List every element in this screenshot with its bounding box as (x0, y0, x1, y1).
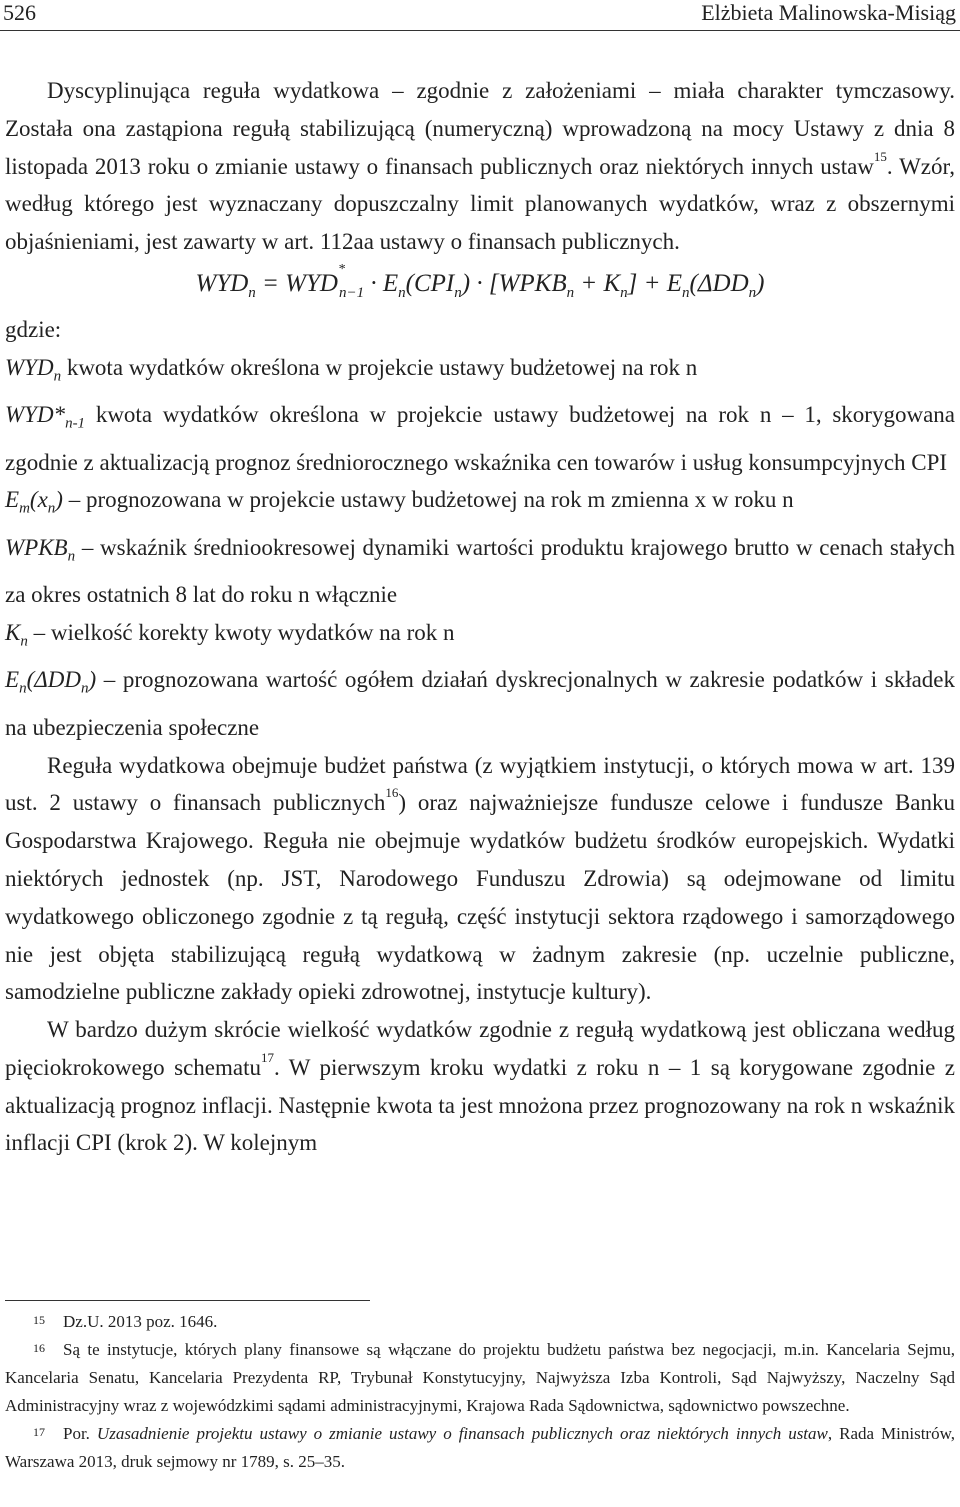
header-rule (0, 30, 960, 31)
paragraph-3 (5, 1011, 955, 1162)
definition-wyd-n: $WYD_n$ kwota wydatków określona w projekcie ustawy budżetowej na rok n (5, 354, 698, 385)
page-body (5, 72, 955, 1162)
footnote-16: 16 Są te instytucje, których plany finansowe są włączane do projektu budżetu państwa bez negocjacji, m.in. Kancelaria Sejmu, Kancelaria Senatu, Kancelaria Prezydenta RP, Trybunał Konstytucyjny, Najwyższa Izba Kontroli, Sąd Najwyższy, Naczelny Sąd Administracyjny wraz z wojewódzkimi sądami administracyjnymi, Krajowa Rada Sądownictwa, sądownictwo powszechne. (5, 1340, 955, 1415)
footnote-separator (5, 1300, 370, 1301)
paragraph-text: . W pierwszym kroku wydatki z roku n – 1 są korygowane zgodnie z aktualizacją prognoz inflacji. Następnie kwota ta jest mnożona przez prognozowany na rok n wskaźnik inflacji CPI (krok 2). W kolejnym (5, 1054, 956, 1156)
definition-em-xn: $E_m(x_n)$ – prognozowana w projekcie ustawy budżetowej na rok m zmienna x w roku n (5, 487, 794, 517)
running-header (0, 0, 960, 32)
page-number: 526 (3, 0, 36, 25)
footnote-ref-15[interactable]: 15 (873, 148, 887, 164)
footnote-17: 17 Por. Uzasadnienie projektu ustawy o zmianie ustawy o finansach publicznych oraz niektórych innych ustaw, Rada Ministrów, Warszawa 2013, druk sejmowy nr 1789, s. 25–35. (5, 1424, 956, 1471)
running-author: Elżbieta Malinowska-Misiąg (701, 0, 956, 25)
footnote-15: 15 Dz.U. 2013 poz. 1646. (33, 1312, 218, 1331)
paragraph-text: Dyscyplinująca reguła wydatkowa – zgodnie z założeniami – miała charakter tymczasowy. Została ona zastąpiona regułą stabilizującą (numeryczną) wprowadzoną na mocy Ustawy z dnia 8 listopada 2013 roku o zmianie ustawy o finansach publicznych oraz niektórych innych ustaw (5, 78, 955, 179)
paragraph-text: W bardzo dużym skrócie wielkość wydatków zgodnie z regułą wydatkową jest obliczana według pięciokrokowego schematu (5, 1017, 955, 1080)
paragraph-text: ) oraz najważniejsze fundusze celowe i fundusze Banku Gospodarstwa Krajowego. Reguła nie obejmuje wydatków budżetu środków europejskich. Wydatki niektórych jednostek (np. JST, Narodowego Funduszu Zdrowia) są odejmowane od limitu wydatkowego obliczonego zgodnie z tą regułą, część instytucji sektora rządowego i samorządowego nie jest objęta stabilizującą regułą wydatkową w żadnym zakresie (np. uczelnie publiczne, samodzielne publiczne zakłady opieki zdrowotnej, instytucje kultury). (5, 790, 956, 1005)
definition-k: $K_n$ – wielkość korekty kwoty wydatków na rok n (5, 619, 455, 650)
paragraph-text: . Wzór, według którego jest wyznaczany dopuszczalny limit planowanych wydatków, wraz z obszernymi objaśnieniami, jest zawarty w art. 112aa ustawy o finansach publicznych. (5, 153, 955, 255)
paragraph-1 (5, 72, 955, 261)
spending-rule-formula: $WYD_n = WYD^*_{n-1} \cdot E_n(CPI_n)$ · $[WPKB_n + K_n] + E_n(\Delta DD_n)$ (195, 261, 765, 301)
gdzie-label: gdzie: (5, 316, 62, 342)
footnotes (5, 1308, 955, 1476)
definition-wyd-star: $WYD*_{n-1}$ kwota wydatków określona w projekcie ustawy budżetowej na rok n – 1, skorygowana zgodnie z aktualizacją prognoz średniorocznego wskaźnika cen towarów i usług konsumpcyjnych CPI (5, 402, 955, 475)
paragraph-2 (5, 747, 955, 1012)
definition-wpkb: $WPKB_n$ – wskaźnik średniookresowej dynamiki wartości produktu krajowego brutto w cenach stałych za okres ostatnich 8 lat do roku n włącznie (5, 534, 955, 608)
paragraph-text: Reguła wydatkowa obejmuje budżet państwa (z wyjątkiem instytucji, o których mowa w art. 139 ust. 2 ustawy o finansach publicznych (5, 752, 955, 816)
footnote-ref-16[interactable]: 16 (385, 785, 399, 801)
definition-en-dd: $E_n(\Delta DD_n)$ – prognozowana wartość ogółem działań dyskrecjonalnych w zakresie podatków i składek na ubezpieczenia społeczne (5, 667, 955, 740)
footnote-ref-17[interactable]: 17 (261, 1049, 274, 1065)
